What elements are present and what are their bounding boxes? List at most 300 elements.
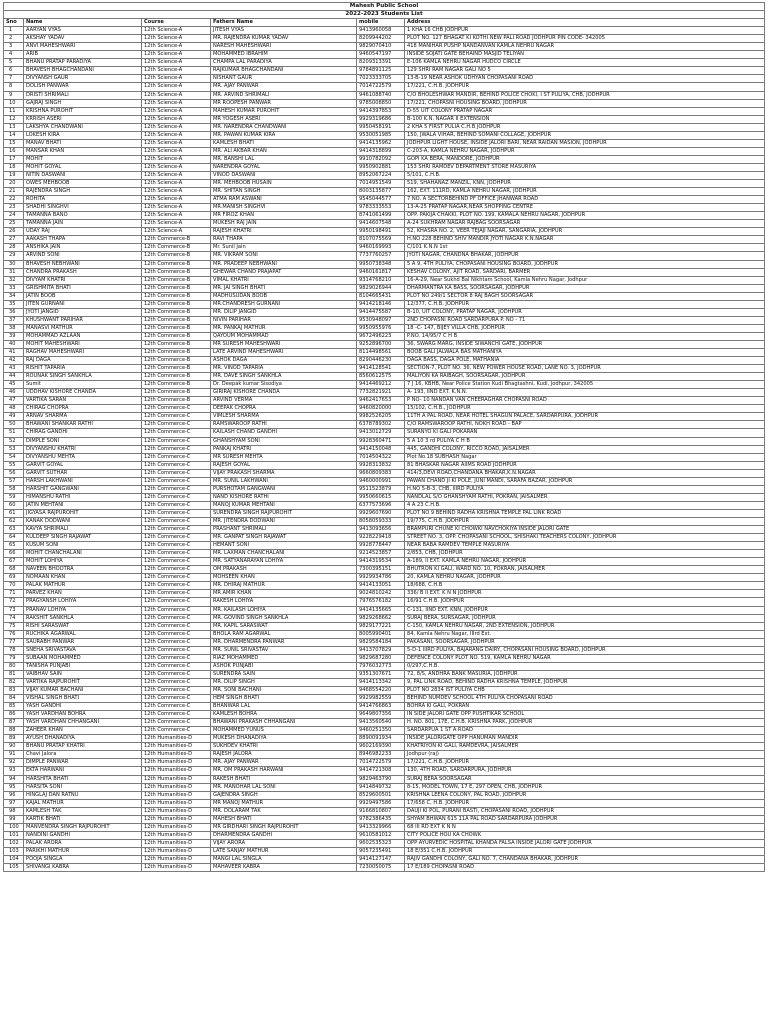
student-row	[4, 453, 765, 461]
sno-cell: 39	[4, 332, 24, 340]
name-cell: CHANDRA PRAKASH	[24, 268, 142, 276]
student-row	[4, 324, 765, 332]
father-name-cell: MR. DILIP SINGH	[211, 678, 357, 686]
sno-cell: 42	[4, 357, 24, 365]
student-row	[4, 413, 765, 421]
course-cell: 12th Commerce-B	[142, 373, 211, 381]
sno-cell: 61	[4, 509, 24, 517]
sno-cell: 17	[4, 155, 24, 163]
address-cell: 0/297,C.H.B.	[405, 662, 765, 670]
course-cell: 12th Commerce-C	[142, 719, 211, 727]
name-cell: LAKSHYA CHANDWANI	[24, 123, 142, 131]
address-cell: 17/658 C, H.B. JODHPUR	[405, 799, 765, 807]
name-cell: KRRISH ASERI	[24, 115, 142, 123]
school-title: Mahesh Public School	[4, 3, 765, 11]
address-cell: GOPI KA BERA, MANDORE, JODHPUR	[405, 155, 765, 163]
mobile-cell: 8741061499	[357, 212, 405, 220]
address-cell: 81 BHASKAR NAGAR AIIMS ROAD JODHPUR	[405, 461, 765, 469]
sno-cell: 97	[4, 799, 24, 807]
father-name-cell: ARVIND VERMA	[211, 397, 357, 405]
course-cell: 12th Commerce-C	[142, 646, 211, 654]
sno-cell: 93	[4, 767, 24, 775]
sno-cell: 12	[4, 115, 24, 123]
course-cell: 12th Commerce-B	[142, 381, 211, 389]
sno-cell: 32	[4, 276, 24, 284]
address-cell: INSIDE JALORIGATE OPP HANUMAN MANDIR	[405, 735, 765, 743]
course-cell: 12th Commerce-C	[142, 622, 211, 630]
father-name-cell: GAJENDRA SINGH	[211, 791, 357, 799]
name-cell: MANVENDRA SINGH RAJPUROHIT	[24, 823, 142, 831]
student-row	[4, 228, 765, 236]
father-name-cell: MR. PAWAN KUMAR KIRA	[211, 131, 357, 139]
course-cell: 12th Humanities-D	[142, 735, 211, 743]
mobile-cell: 7023333705	[357, 75, 405, 83]
mobile-cell: 9024810242	[357, 590, 405, 598]
mobile-cell: 9929982559	[357, 695, 405, 703]
father-name-cell: MR. MEHBOOB HUSAIN	[211, 180, 357, 188]
sno-cell: 63	[4, 526, 24, 534]
father-name-cell: MR. SUNIL LAKHWANI	[211, 477, 357, 485]
father-name-cell: RAVI THAPA	[211, 236, 357, 244]
course-cell: 12th Science-A	[142, 204, 211, 212]
sno-cell: 38	[4, 324, 24, 332]
address-cell: D-55 UIT COLONY PRATAP NAGAR	[405, 107, 765, 115]
course-cell: 12th Commerce-C	[142, 678, 211, 686]
address-cell: NEAR BABA RAMDEV TEMPLE MASURIYA	[405, 542, 765, 550]
father-name-cell: RAJKUMAR BHAGCHANDANI	[211, 67, 357, 75]
student-row	[4, 268, 765, 276]
sno-cell: 36	[4, 308, 24, 316]
student-row	[4, 646, 765, 654]
name-cell: KHUSHWANT PARIHAR	[24, 316, 142, 324]
mobile-cell: 9782386435	[357, 815, 405, 823]
mobile-cell: 9413012729	[357, 429, 405, 437]
student-row	[4, 501, 765, 509]
course-cell: 12th Commerce-C	[142, 405, 211, 413]
mobile-cell: 6377573696	[357, 501, 405, 509]
course-cell: 12th Humanities-D	[142, 799, 211, 807]
name-cell: RAJENDRA SINGH	[24, 188, 142, 196]
father-name-cell: MR. KAILASH LOHIYA	[211, 606, 357, 614]
student-row	[4, 204, 765, 212]
student-row	[4, 27, 765, 35]
address-cell: 519, SHAHANAZ MANZIL, KNN, JODHPUR	[405, 180, 765, 188]
father-name-cell: GHANSHYAM SONI	[211, 437, 357, 445]
student-row	[4, 590, 765, 598]
address-cell: BOHRA KI GALI, POKRAN	[405, 703, 765, 711]
course-cell: 12th Science-A	[142, 91, 211, 99]
student-row	[4, 397, 765, 405]
mobile-cell: 9414128541	[357, 365, 405, 373]
name-cell: VIJAY KUMAR BACHANI	[24, 686, 142, 694]
father-name-cell: PANKAJ KHATRI	[211, 445, 357, 453]
address-cell: B-10, UIT COLONY, PRATAP NAGAR, JODHPUR	[405, 308, 765, 316]
father-name-cell: MR. MANOHAR LAL SONI	[211, 783, 357, 791]
mobile-cell: 9414721308	[357, 767, 405, 775]
address-cell: MALIYON KA RAIBAGH, SOORSAGAR, JODHPUR	[405, 373, 765, 381]
father-name-cell: VIJAY ARORA	[211, 839, 357, 847]
course-cell: 12th Commerce-C	[142, 590, 211, 598]
name-cell: UDDHAV KISHORE CHANDA	[24, 389, 142, 397]
name-cell: SHIVANGI KABRA	[24, 864, 142, 872]
name-cell: GRISHMITA BHATI	[24, 284, 142, 292]
father-name-cell: CHAMPA LAL PARADIYA	[211, 59, 357, 67]
sno-cell: 76	[4, 630, 24, 638]
address-cell: PLOT NO 9 BEHIND RADHA KRISHNA TEMPLE PAL LINK ROAD	[405, 509, 765, 517]
address-cell: 7 J 16, KBHB, Near Police Station Kudi Bhagtashni, Kudi, Jodhpur, 342005	[405, 381, 765, 389]
student-row	[4, 357, 765, 365]
address-cell: RAJIV GANDHI COLONY, GALI NO. 7, CHANDANA BHAKAR, JODHPUR	[405, 855, 765, 863]
sno-cell: 13	[4, 123, 24, 131]
sno-cell: 25	[4, 220, 24, 228]
header-name: Name	[24, 19, 142, 27]
father-name-cell: SUKHDEV KHATRI	[211, 743, 357, 751]
course-cell: 12th Commerce-C	[142, 453, 211, 461]
father-name-cell: VIMAL KHATRI	[211, 276, 357, 284]
mobile-cell: 9413560540	[357, 719, 405, 727]
mobile-cell: 7737760257	[357, 252, 405, 260]
father-name-cell: Mr. Sunil Jain	[211, 244, 357, 252]
course-cell: 12th Commerce-C	[142, 485, 211, 493]
name-cell: VISHAL SINGH BHATI	[24, 695, 142, 703]
course-cell: 12th Commerce-C	[142, 429, 211, 437]
course-cell: 12th Commerce-C	[142, 566, 211, 574]
address-cell: 20, KAMLA NEHRU NAGAR, JODHPUR	[405, 574, 765, 582]
father-name-cell: MAHAVEER KABRA	[211, 864, 357, 872]
father-name-cell: Dr. Deepak kumar Sisodiya	[211, 381, 357, 389]
mobile-cell: 9414218146	[357, 300, 405, 308]
sno-cell: 27	[4, 236, 24, 244]
address-cell: 17/221, C.H.B. JODHPUR	[405, 759, 765, 767]
name-cell: NAVEEN BHOOTRA	[24, 566, 142, 574]
course-cell: 12th Science-A	[142, 131, 211, 139]
address-cell: Jodhpur (raj)	[405, 751, 765, 759]
name-cell: ARNAV SHARMA	[24, 413, 142, 421]
sno-cell: 94	[4, 775, 24, 783]
student-row	[4, 799, 765, 807]
name-cell: YASH VARDHAN BOHRA	[24, 711, 142, 719]
mobile-cell: 7300395151	[357, 566, 405, 574]
sno-cell: 103	[4, 847, 24, 855]
student-row	[4, 445, 765, 453]
name-cell: HIMANSHU RATHI	[24, 493, 142, 501]
student-row	[4, 638, 765, 646]
address-cell: 36, SWARG MARG, INSIDE SIWANCHI GATE, JODHPUR	[405, 340, 765, 348]
mobile-cell: 7230050075	[357, 864, 405, 872]
student-row	[4, 775, 765, 783]
mobile-cell: 9414135962	[357, 139, 405, 147]
father-name-cell: PRASHANT SHRIMALI	[211, 526, 357, 534]
sno-cell: 85	[4, 703, 24, 711]
sno-cell: 22	[4, 196, 24, 204]
address-cell: 5-D-1 IIIRD PULIYA, BAJARANG DAIRY, CHOPASANI HOUSING BOARD, JODHPUR	[405, 646, 765, 654]
address-cell: 2/853, CHB, JODHPUR	[405, 550, 765, 558]
subtitle-row	[4, 11, 765, 19]
student-row	[4, 582, 765, 590]
mobile-cell: 7976576182	[357, 598, 405, 606]
header-father: Fathers Name	[211, 19, 357, 27]
name-cell: VAIBHAV SAIN	[24, 670, 142, 678]
course-cell: 12th Commerce-C	[142, 550, 211, 558]
student-list-sheet	[3, 2, 764, 872]
address-cell: Plot No.18 SUBHASH Nagar	[405, 453, 765, 461]
mobile-cell: 9414469212	[357, 381, 405, 389]
sno-cell: 33	[4, 284, 24, 292]
address-cell: SURAJ BERA SOORSAGAR	[405, 775, 765, 783]
course-cell: 12th Commerce-C	[142, 526, 211, 534]
student-row	[4, 767, 765, 775]
name-cell: NANDINI GANDHI	[24, 831, 142, 839]
student-row	[4, 91, 765, 99]
mobile-cell: 9785008850	[357, 99, 405, 107]
mobile-cell: 9928360471	[357, 437, 405, 445]
father-name-cell: QAYOUM MOHAMMAD	[211, 332, 357, 340]
student-row	[4, 340, 765, 348]
course-cell: 12th Commerce-C	[142, 413, 211, 421]
address-cell: 9, PAL LINK ROAD, BEHIND RADHA KRISHNA TEMPLE, JODHPUR	[405, 678, 765, 686]
father-name-cell: MR. SONI BACHANI	[211, 686, 357, 694]
sno-cell: 37	[4, 316, 24, 324]
course-cell: 12th Commerce-C	[142, 477, 211, 485]
mobile-cell: 9462417653	[357, 397, 405, 405]
name-cell: KRISHNA PUROHIT	[24, 107, 142, 115]
name-cell: HARSH LAKHWANI	[24, 477, 142, 485]
sno-cell: 88	[4, 727, 24, 735]
course-cell: 12th Commerce-B	[142, 244, 211, 252]
mobile-cell: 9829268662	[357, 614, 405, 622]
father-name-cell: SURENDRA SAIN	[211, 670, 357, 678]
mobile-cell: 7732821921	[357, 389, 405, 397]
student-row	[4, 421, 765, 429]
student-row	[4, 558, 765, 566]
name-cell: JYOTI JANGID	[24, 308, 142, 316]
name-cell: SNEHA SRIVASTAVA	[24, 646, 142, 654]
sno-cell: 78	[4, 646, 24, 654]
course-cell: 12th Commerce-C	[142, 695, 211, 703]
course-cell: 12th Commerce-C	[142, 662, 211, 670]
father-name-cell: RAJESH GOYAL	[211, 461, 357, 469]
sno-cell: 50	[4, 421, 24, 429]
course-cell: 12th Science-A	[142, 115, 211, 123]
father-name-cell: MR. BANSHI LAL	[211, 155, 357, 163]
father-name-cell: MAHESH KUMAR PUROHIT	[211, 107, 357, 115]
mobile-cell: 9057235491	[357, 847, 405, 855]
student-row	[4, 534, 765, 542]
father-name-cell: MR. PANKAJ MATHUR	[211, 324, 357, 332]
sno-cell: 60	[4, 501, 24, 509]
course-cell: 12th Commerce-C	[142, 727, 211, 735]
mobile-cell: 8058059333	[357, 518, 405, 526]
address-cell: 162, EXT. 111RD, KAMLA NEHRU NAGAR, JODHPUR	[405, 188, 765, 196]
student-row	[4, 743, 765, 751]
father-name-cell: MUKESH DHANADIYA	[211, 735, 357, 743]
address-cell: STREET NO. 3, OPP. CHOPASANI SCHOOL, SHISHAKI TEACHERS COLONY, JODHPUR	[405, 534, 765, 542]
course-cell: 12th Commerce-B	[142, 357, 211, 365]
sno-cell: 18	[4, 163, 24, 171]
name-cell: MOHIT	[24, 155, 142, 163]
student-row	[4, 509, 765, 517]
name-cell: Chavi Jalora	[24, 751, 142, 759]
father-name-cell: ASHOK PUNJABI	[211, 662, 357, 670]
address-cell: 130, 4TH ROAD, SARDARPURA, JODHPUR	[405, 767, 765, 775]
name-cell: MANAV BHATI	[24, 139, 142, 147]
name-cell: NOMAAN KHAN	[24, 574, 142, 582]
sno-cell: 58	[4, 485, 24, 493]
sno-cell: 6	[4, 67, 24, 75]
mobile-cell: 7014722579	[357, 759, 405, 767]
student-row	[4, 526, 765, 534]
name-cell: KAVYA SHRIMALI	[24, 526, 142, 534]
sno-cell: 14	[4, 131, 24, 139]
sno-cell: 104	[4, 855, 24, 863]
student-row	[4, 308, 765, 316]
address-cell: NANDLAL S/O GHANSHYAM RATHI, POKRAN, JAISALMER	[405, 493, 765, 501]
sno-cell: 70	[4, 582, 24, 590]
father-name-cell: MOHAMMED IBRAHIM	[211, 51, 357, 59]
course-cell: 12th Commerce-B	[142, 389, 211, 397]
father-name-cell: HEM SINGH BHATI	[211, 695, 357, 703]
student-row	[4, 276, 765, 284]
name-cell: RISHI SARASWAT	[24, 622, 142, 630]
mobile-cell: 9928313832	[357, 461, 405, 469]
course-cell: 12th Commerce-B	[142, 260, 211, 268]
student-row	[4, 727, 765, 735]
mobile-cell: 9414475587	[357, 308, 405, 316]
father-name-cell: MR. DHARMENDRA PANWAR	[211, 638, 357, 646]
course-cell: 12th Commerce-B	[142, 308, 211, 316]
mobile-cell: 9252896700	[357, 340, 405, 348]
student-row	[4, 719, 765, 727]
mobile-cell: 9460547197	[357, 51, 405, 59]
student-row	[4, 695, 765, 703]
course-cell: 12th Commerce-C	[142, 654, 211, 662]
course-cell: 12th Humanities-D	[142, 847, 211, 855]
student-row	[4, 598, 765, 606]
father-name-cell: BHAWANI PRAKASH CHHANGANI	[211, 719, 357, 727]
course-cell: 12th Commerce-C	[142, 711, 211, 719]
course-cell: 12th Science-A	[142, 163, 211, 171]
address-cell: A-189, II EXT. KAMLA NEHRU NAGAR, JODHPUR	[405, 558, 765, 566]
mobile-cell: 9829584184	[357, 638, 405, 646]
student-row	[4, 35, 765, 43]
name-cell: DIVYAM KHATRI	[24, 276, 142, 284]
father-name-cell: RAJESH JALORA	[211, 751, 357, 759]
student-row	[4, 831, 765, 839]
course-cell: 12th Commerce-C	[142, 606, 211, 614]
name-cell: VARTIKA RAJPUROHIT	[24, 678, 142, 686]
father-name-cell: MR. DHIRAJ MATHUR	[211, 582, 357, 590]
student-row	[4, 83, 765, 91]
course-cell: 12th Science-A	[142, 35, 211, 43]
address-cell: 5 A 9, 4TH PULIYA, CHOPASANI HOUSING BOARD, JODHPUR	[405, 260, 765, 268]
father-name-cell: MR ROOPESH PANWAR	[211, 99, 357, 107]
course-cell: 12th Commerce-B	[142, 324, 211, 332]
address-cell: PAKASANI, SOORSAGAR, JODHPUR	[405, 638, 765, 646]
student-row	[4, 284, 765, 292]
student-row	[4, 823, 765, 831]
address-cell: KESHAV COLONY, AJIT ROAD, SARDARI, BARMER	[405, 268, 765, 276]
address-cell: 4 A 23 C.H.B.	[405, 501, 765, 509]
student-row	[4, 51, 765, 59]
course-cell: 12th Humanities-D	[142, 759, 211, 767]
student-row	[4, 815, 765, 823]
course-cell: 12th Commerce-C	[142, 509, 211, 517]
course-cell: 12th Humanities-D	[142, 783, 211, 791]
course-cell: 12th Commerce-B	[142, 268, 211, 276]
course-cell: 12th Humanities-D	[142, 751, 211, 759]
mobile-cell: 9929607690	[357, 509, 405, 517]
father-name-cell: JITESH VYAS	[211, 27, 357, 35]
mobile-cell: 8529600501	[357, 791, 405, 799]
name-cell: MOHIT CHANCHALANI	[24, 550, 142, 558]
sno-cell: 66	[4, 550, 24, 558]
name-cell: RAJ DAGA	[24, 357, 142, 365]
name-cell: Sumit	[24, 381, 142, 389]
sno-cell: 100	[4, 823, 24, 831]
name-cell: DRISTI SHRIMALI	[24, 91, 142, 99]
father-name-cell: RAJESH KHATRI	[211, 228, 357, 236]
sno-cell: 73	[4, 606, 24, 614]
mobile-cell: 7014722579	[357, 83, 405, 91]
father-name-cell: MR AMIR KHAN	[211, 590, 357, 598]
course-cell: 12th Science-A	[142, 83, 211, 91]
course-cell: 12th Science-A	[142, 220, 211, 228]
father-name-cell: KAMLESH BHATI	[211, 139, 357, 147]
course-cell: 12th Humanities-D	[142, 767, 211, 775]
address-cell: PLOT NO. 127 BHAGAT KI KOTHI NEW PALI ROAD JODHPUR PIN CODE- 342005	[405, 35, 765, 43]
mobile-cell: 9460161817	[357, 268, 405, 276]
student-row	[4, 43, 765, 51]
student-row	[4, 662, 765, 670]
name-cell: MANASVI MATHUR	[24, 324, 142, 332]
address-cell: DHARMANTRA KA BASS, SOORSAGAR, JODHPUR	[405, 284, 765, 292]
sno-cell: 52	[4, 437, 24, 445]
mobile-cell: 9460251350	[357, 727, 405, 735]
father-name-cell: KAMLESH BOHRA	[211, 711, 357, 719]
father-name-cell: MR. LAXMAN CHANCHALANI	[211, 550, 357, 558]
mobile-cell: 9511523879	[357, 485, 405, 493]
mobile-cell: 9950458191	[357, 123, 405, 131]
mobile-cell: 9982526205	[357, 413, 405, 421]
name-cell: ANSHIKA JAIN	[24, 244, 142, 252]
student-row	[4, 67, 765, 75]
header-mobile: mobile	[357, 19, 405, 27]
name-cell: OWES MEHBOOB	[24, 180, 142, 188]
name-cell: CHIRAG CHOPRA	[24, 405, 142, 413]
father-name-cell: VIMLESH SHARMA	[211, 413, 357, 421]
student-row	[4, 196, 765, 204]
sno-cell: 86	[4, 711, 24, 719]
name-cell: DIVYANSH GAUR	[24, 75, 142, 83]
address-cell: JODHPUR LIGHT HOUSE, INSIDE JALORI BARI, NEAR RAIDAN MASION, JODHPUR	[405, 139, 765, 147]
father-name-cell: MR GIRDHARI SINGH RAJPUROHIT	[211, 823, 357, 831]
course-cell: 12th Humanities-D	[142, 743, 211, 751]
address-cell: 5/101, C.H.B.	[405, 171, 765, 179]
address-cell: 15/102, C.H.B., JODHPUR	[405, 405, 765, 413]
name-cell: RUCHIKA AGARWAL	[24, 630, 142, 638]
course-cell: 12th Science-A	[142, 212, 211, 220]
student-row	[4, 405, 765, 413]
student-row	[4, 855, 765, 863]
father-name-cell: MR. DOLARAM TAK	[211, 807, 357, 815]
sno-cell: 20	[4, 180, 24, 188]
sno-cell: 101	[4, 831, 24, 839]
father-name-cell: HEMANT SONI	[211, 542, 357, 550]
mobile-cell: 9602169390	[357, 743, 405, 751]
name-cell: BHANU PRATAP PARADIYA	[24, 59, 142, 67]
name-cell: BHAVESH BHAGCHANDANI	[24, 67, 142, 75]
father-name-cell: ATMA RAM ASWANI	[211, 196, 357, 204]
